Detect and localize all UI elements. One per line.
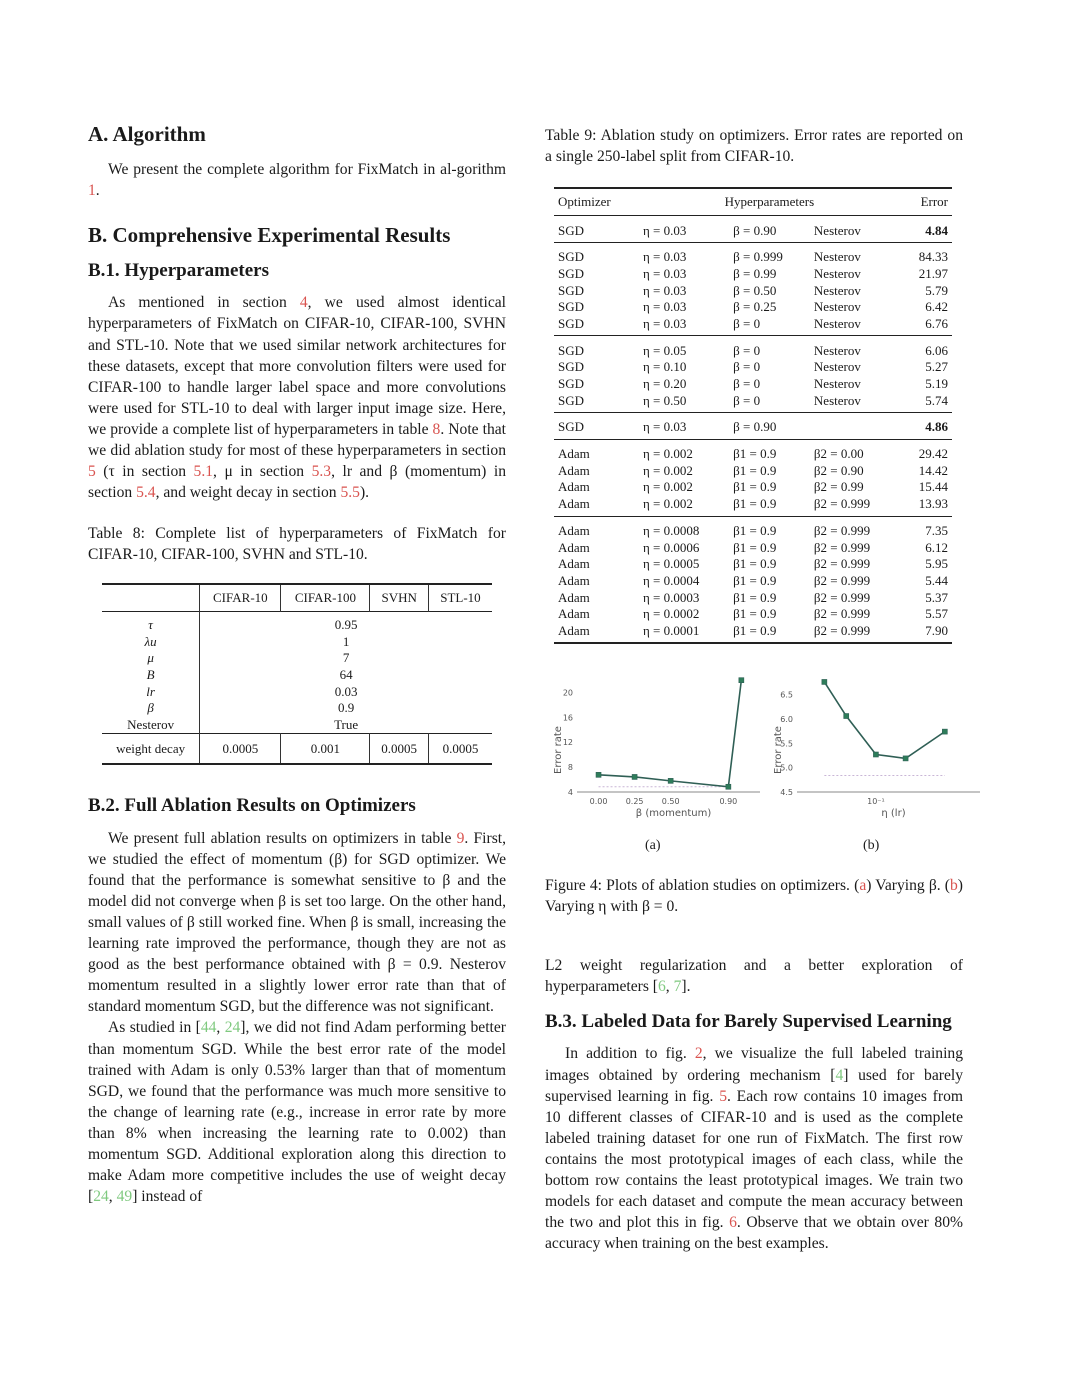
y-tick-label: 16 — [562, 713, 573, 723]
table9-row — [554, 573, 952, 590]
table9-row — [554, 216, 952, 243]
text-span: . First, we studied the effect of momentum (β) for SGD optimizer. We found that the performance is somewhat sensitive to β and the model did not converge when β is set too large. On the other hand, small values of β still worked fine. When β is small, increasing the learning rate improved the performance, though they are not as good as the best performance obtained with β = 0.9. Nesterov momentum resulted in a slightly lower error rate than that of standard momentum SGD, but the difference was not significant. — [88, 829, 506, 1016]
table9-cell-h2: β = 0.50 — [733, 282, 777, 298]
data-point — [873, 752, 878, 757]
text-span: (τ in section — [95, 463, 194, 481]
section-b1-text — [88, 292, 506, 503]
table9-cell-h2: β1 = 0.9 — [733, 572, 777, 588]
table9-cell-h2: β1 = 0.9 — [733, 479, 777, 495]
table9-cell-opt: Adam — [558, 556, 590, 572]
section-a-title: A. Algorithm — [88, 122, 206, 146]
table9-cell-opt: SGD — [558, 419, 585, 435]
table8-param: μ — [147, 650, 154, 666]
table9-cell-err: 14.42 — [918, 462, 948, 478]
table9-row — [554, 376, 952, 393]
table9-cell-h2: β1 = 0.9 — [733, 589, 777, 605]
table9-cell-err: 6.76 — [925, 315, 948, 331]
y-axis-label: Error rate — [553, 726, 564, 775]
table9-cell-h2: β1 = 0.9 — [733, 522, 777, 538]
table9-cell-err: 6.12 — [925, 539, 948, 555]
y-tick-label: 6.5 — [780, 690, 793, 700]
table9-cell-h1: η = 0.03 — [643, 419, 687, 435]
table9-cell-h3: β2 = 0.999 — [813, 606, 871, 622]
table8-header-cell: CIFAR-10 — [200, 584, 281, 612]
table9-cell-err: 29.42 — [918, 446, 948, 462]
table8-row — [102, 650, 492, 667]
citation-link[interactable]: 44 — [200, 1019, 217, 1037]
table8-row — [102, 683, 492, 700]
text-span: . Each row contains 10 images from 10 different classes of CIFAR-10 and is used as the complete labeled training dataset for one run of FixMatch. The first row contains the most prototypical images of each class, while the bottom row contains the least prototypical images. We train two models for each dataset and compute the mean accuracy between the two and plot this in fig. — [545, 1087, 963, 1232]
table9-cell-opt: SGD — [558, 249, 585, 265]
table8-row — [102, 700, 492, 717]
table9-cell-h2: β = 0.999 — [733, 249, 783, 265]
figure4-caption — [545, 875, 963, 917]
left-column — [88, 122, 506, 1207]
text-span: . Note that we did ablation study for most of these hyperparameters in section — [88, 420, 506, 460]
cross-reference-link[interactable]: 5.1 — [193, 463, 214, 481]
plot-a-momentum — [545, 670, 760, 838]
cross-reference-link[interactable]: 5.5 — [340, 484, 360, 502]
table9-cell-h2: β1 = 0.9 — [733, 496, 777, 512]
table9-cell-h1: η = 0.002 — [643, 462, 693, 478]
table9-cell-h2: β = 0 — [733, 342, 761, 358]
table9-cell-h3: Nesterov — [813, 299, 861, 315]
data-point — [739, 678, 744, 683]
y-tick-label: 4 — [567, 788, 573, 798]
series-line — [599, 680, 742, 787]
table8-value: 7 — [200, 650, 492, 667]
text-span: ) Varying η with β = 0. — [545, 877, 963, 916]
table9-cell-opt: Adam — [558, 622, 590, 638]
table9-cell-h3 — [810, 413, 900, 440]
y-tick-label: 5.0 — [780, 763, 793, 773]
algorithm-ref-link[interactable]: 1 — [88, 182, 96, 200]
table9-row — [554, 413, 952, 440]
text-span: As studied in [ — [108, 1019, 201, 1037]
table9-cell-h3: Nesterov — [813, 265, 861, 281]
table9-cell-err: 5.27 — [925, 359, 948, 375]
x-tick-label: 0.50 — [661, 797, 680, 807]
table9-row — [554, 589, 952, 606]
subfigure-label-a: (a) — [645, 838, 661, 854]
table9-cell-h3: β2 = 0.999 — [813, 556, 871, 572]
citation-link[interactable]: 7 — [673, 977, 682, 995]
table9-cell-err: 7.90 — [925, 622, 948, 638]
table9-cell-h3: Nesterov — [813, 359, 861, 375]
text-span: ]. — [681, 977, 691, 995]
cross-reference-link[interactable]: 5 — [719, 1087, 728, 1105]
table9-row — [554, 242, 952, 265]
table9-cell-h2: β = 0.90 — [733, 222, 777, 238]
cross-reference-link[interactable]: 9 — [456, 829, 465, 847]
text-span: , — [665, 977, 674, 995]
x-axis-label: η (lr) — [881, 808, 906, 820]
table9-cell-err: 84.33 — [918, 249, 948, 265]
table9-cell-h3: Nesterov — [813, 392, 861, 408]
table9-cell-h1: η = 0.002 — [643, 446, 693, 462]
data-point — [903, 756, 908, 761]
y-tick-label: 5.5 — [780, 739, 793, 749]
table9-cell-h3: Nesterov — [813, 376, 861, 392]
cross-reference-link[interactable]: 8 — [432, 420, 441, 438]
table9-header-hyperparameters: Hyperparameters — [724, 194, 815, 210]
x-tick-label: 0.25 — [625, 797, 644, 807]
data-point — [596, 773, 601, 778]
table9-cell-h1: η = 0.002 — [643, 479, 693, 495]
right-column — [545, 122, 963, 1254]
table9-cell-h1: η = 0.0005 — [643, 556, 700, 572]
plot-b-learning-rate — [765, 670, 980, 838]
table8-value: 0.9 — [200, 700, 492, 717]
table9-cell-h3: Nesterov — [813, 342, 861, 358]
table9-cell-h1: η = 0.0006 — [643, 539, 700, 555]
table9-cell-h2: β1 = 0.9 — [733, 622, 777, 638]
table8-caption: Table 8: Complete list of hyperparameters of FixMatch for CIFAR-10, CIFAR-100, SVHN and STL-10. — [88, 525, 506, 564]
subfigure-labels — [545, 838, 963, 862]
table9-row — [554, 316, 952, 336]
table9-cell-err: 7.35 — [925, 522, 948, 538]
table8-row-weight-decay: weight decay 0.0005 0.001 0.0005 0.0005 — [102, 734, 492, 764]
cross-reference-link[interactable]: 2 — [694, 1045, 703, 1063]
table9-cell-opt: SGD — [558, 299, 585, 315]
table9-row — [554, 496, 952, 516]
table9-cell-opt: Adam — [558, 522, 590, 538]
text-span: , — [216, 1019, 225, 1037]
text-span: As mentioned in section — [108, 294, 300, 312]
table9-cell-opt: SGD — [558, 359, 585, 375]
table9-cell-h2: β = 0 — [733, 376, 761, 392]
table9-cell-opt: SGD — [558, 315, 585, 331]
table9-cell-h2: β1 = 0.9 — [733, 606, 777, 622]
table9-cell-h1: η = 0.002 — [643, 496, 693, 512]
text-span: , μ in section — [213, 463, 312, 481]
table9-cell-h3: β2 = 0.999 — [813, 572, 871, 588]
citation-link[interactable]: 6 — [658, 977, 666, 995]
table9-cell-err: 21.97 — [918, 265, 948, 281]
series-line — [824, 682, 944, 758]
table9-cell-h3: Nesterov — [813, 282, 861, 298]
table8-header-cell: SVHN — [370, 584, 429, 612]
table9-cell-h2: β1 = 0.9 — [733, 462, 777, 478]
text-span: , we visualize the full labeled training images obtained by ordering mechanism [ — [545, 1045, 963, 1084]
y-tick-label: 12 — [562, 738, 573, 748]
y-tick-label: 20 — [562, 688, 573, 698]
y-tick-label: 8 — [567, 763, 573, 773]
cross-reference-link[interactable]: 6 — [729, 1214, 737, 1232]
citation-link[interactable]: 4 — [835, 1066, 844, 1084]
data-point — [942, 729, 947, 734]
table9-row — [554, 462, 952, 479]
table9-row — [554, 623, 952, 644]
cross-reference-link[interactable]: a — [859, 877, 867, 895]
table9-cell-h1: η = 0.0003 — [643, 589, 700, 605]
table9-cell-h1: η = 0.03 — [643, 265, 687, 281]
table9-cell-h3: Nesterov — [813, 315, 861, 331]
table9-cell-opt: SGD — [558, 222, 585, 238]
table9-cell-err: 5.44 — [925, 572, 948, 588]
table8-value: 0.95 — [200, 612, 492, 633]
table8-row — [102, 667, 492, 684]
table8-hyperparameters — [102, 583, 492, 764]
cross-reference-link[interactable]: b — [950, 877, 958, 895]
section-b3-title: B.3. Labeled Data for Barely Supervised Learning — [545, 1010, 952, 1032]
table8-row — [102, 633, 492, 650]
data-point — [822, 680, 827, 685]
table9-cell-h2: β = 0.90 — [733, 419, 777, 435]
table9-cell-err: 5.57 — [925, 606, 948, 622]
table9-cell-h1: η = 0.0008 — [643, 522, 700, 538]
table9-cell-err: 5.74 — [925, 392, 948, 408]
table9-optimizer-ablation — [554, 187, 952, 644]
table9-row — [554, 479, 952, 496]
data-point — [844, 714, 849, 719]
table9-cell-opt: SGD — [558, 392, 585, 408]
table8-param: τ — [148, 616, 153, 632]
table9-header-error: Error — [920, 194, 948, 210]
table9-caption: Table 9: Ablation study on optimizers. Error rates are reported on a single 250-label split from CIFAR-10. — [545, 127, 963, 166]
table9-cell-h3: β2 = 0.999 — [813, 539, 871, 555]
cross-reference-link[interactable]: 5 — [88, 463, 96, 481]
table8-header-cell: STL-10 — [428, 584, 492, 612]
section-b3-text — [545, 1043, 963, 1254]
table9-cell-opt: SGD — [558, 282, 585, 298]
table8-value: 1 — [200, 633, 492, 650]
table8-param: λu — [144, 633, 157, 649]
table9-cell-opt: SGD — [558, 376, 585, 392]
table9-row — [554, 266, 952, 283]
x-tick-label: 10⁻¹ — [867, 797, 885, 807]
table9-cell-h3: Nesterov — [813, 222, 861, 238]
data-point — [726, 785, 731, 790]
table9-cell-opt: SGD — [558, 265, 585, 281]
x-axis-label: β (momentum) — [635, 808, 712, 820]
table8-value: 64 — [200, 667, 492, 684]
figure4-plots — [545, 670, 963, 838]
citation-link[interactable]: 49 — [116, 1188, 133, 1206]
table9-row — [554, 299, 952, 316]
text-span: ). — [359, 484, 370, 502]
table8-header-cell — [102, 584, 200, 612]
table9-header-optimizer: Optimizer — [558, 194, 611, 210]
table8-param: B — [146, 666, 155, 682]
table9-cell-opt: Adam — [558, 572, 590, 588]
table9-cell-h3: β2 = 0.99 — [813, 479, 864, 495]
table9-cell-h1: η = 0.20 — [643, 376, 687, 392]
table9-cell-opt: Adam — [558, 462, 590, 478]
subfigure-label-b: (b) — [863, 838, 880, 854]
text-span: , lr and β (momentum) in section — [88, 463, 506, 502]
x-tick-label: 0.00 — [589, 797, 608, 807]
table9-cell-h2: β = 0 — [733, 359, 761, 375]
table8-param: Nesterov — [127, 716, 175, 732]
table9-cell-opt: Adam — [558, 479, 590, 495]
section-a-text: We present the complete algorithm for FixMatch in al-gorithm 1. — [88, 161, 506, 200]
text-span: , — [108, 1188, 117, 1206]
table9-row — [554, 516, 952, 539]
table9-cell-opt: Adam — [558, 446, 590, 462]
table9-cell-err: 5.37 — [925, 589, 948, 605]
table9-cell-h3: β2 = 0.90 — [813, 462, 864, 478]
table8-value: True — [200, 717, 492, 734]
cross-reference-link[interactable]: 5.3 — [311, 463, 332, 481]
data-point — [668, 779, 673, 784]
table9-cell-h3: Nesterov — [813, 249, 861, 265]
text-span: . Observe that we obtain over 80% accuracy when training on the best examples. — [545, 1214, 963, 1253]
table9-cell-h3: β2 = 0.00 — [813, 446, 864, 462]
section-b2-title: B.2. Full Ablation Results on Optimizers — [88, 794, 416, 816]
cross-reference-link[interactable]: 4 — [299, 294, 308, 312]
table9-row — [554, 556, 952, 573]
table9-cell-opt: Adam — [558, 606, 590, 622]
table9-cell-opt: Adam — [558, 589, 590, 605]
table9-cell-err: 4.86 — [925, 419, 948, 435]
text-span: L2 weight regularization and a better exploration of hyperparameters [ — [545, 956, 963, 995]
table9-cell-h2: β = 0.25 — [733, 299, 777, 315]
table9-row — [554, 392, 952, 412]
table9-cell-h1: η = 0.10 — [643, 359, 687, 375]
text-span: , we used almost identical hyperparameters of FixMatch on CIFAR-10, CIFAR-100, SVHN and STL-10. Note that we used similar network architectures for these datasets, except that more convolution filters were used for CIFAR-100 to handle larger label space and more convolutions were used for STL-10 to deal with larger input image size. Here, we provide a complete list of hyperparameters in table — [88, 294, 506, 438]
table9-row — [554, 282, 952, 299]
section-b1-title: B.1. Hyperparameters — [88, 259, 269, 281]
table9-cell-h1: η = 0.0004 — [643, 572, 700, 588]
table9-cell-h3: β2 = 0.999 — [813, 622, 871, 638]
table9-cell-err: 6.06 — [925, 342, 948, 358]
table8-header-cell: CIFAR-100 — [281, 584, 370, 612]
table9-row — [554, 439, 952, 462]
table9-cell-h2: β1 = 0.9 — [733, 446, 777, 462]
table9-cell-h1: η = 0.03 — [643, 299, 687, 315]
table9-cell-h2: β = 0.99 — [733, 265, 777, 281]
table9-cell-err: 5.95 — [925, 556, 948, 572]
text-span: ] instead of — [132, 1188, 203, 1206]
table8-row — [102, 612, 492, 633]
table9-cell-h1: η = 0.03 — [643, 282, 687, 298]
table9-cell-h3: β2 = 0.999 — [813, 496, 871, 512]
table9-cell-h1: η = 0.03 — [643, 315, 687, 331]
table9-cell-h1: η = 0.50 — [643, 392, 687, 408]
table9-cell-h3: β2 = 0.999 — [813, 522, 871, 538]
text-span: ] used for barely supervised learning in fig. — [545, 1066, 963, 1105]
table9-cell-h1: η = 0.03 — [643, 222, 687, 238]
table8-value: 0.03 — [200, 683, 492, 700]
section-b2-paragraph-2 — [88, 1017, 506, 1207]
table9-row — [554, 336, 952, 359]
text-span: Figure 4: Plots of ablation studies on optimizers. ( — [545, 877, 860, 895]
table9-cell-err: 15.44 — [918, 479, 948, 495]
table9-row — [554, 539, 952, 556]
table9-cell-opt: Adam — [558, 539, 590, 555]
table9-cell-err: 5.79 — [925, 282, 948, 298]
table9-cell-h1: η = 0.03 — [643, 249, 687, 265]
table9-cell-err: 13.93 — [918, 496, 948, 512]
y-tick-label: 4.5 — [780, 788, 793, 798]
table9-cell-opt: SGD — [558, 342, 585, 358]
y-axis-label: Error rate — [773, 726, 784, 775]
table9-cell-err: 6.42 — [925, 299, 948, 315]
table9-cell-err: 4.84 — [925, 222, 948, 238]
citation-link[interactable]: 24 — [224, 1019, 241, 1037]
text-span: In addition to fig. — [565, 1045, 695, 1063]
data-point — [632, 775, 637, 780]
table9-cell-h3: β2 = 0.999 — [813, 589, 871, 605]
text-span: , and weight decay in section — [155, 484, 341, 502]
text-span: ) Varying β. ( — [866, 877, 950, 895]
table9-cell-h2: β1 = 0.9 — [733, 556, 777, 572]
table9-cell-h2: β1 = 0.9 — [733, 539, 777, 555]
table8-row — [102, 717, 492, 734]
table9-cell-h2: β = 0 — [733, 392, 761, 408]
table9-cell-h2: β = 0 — [733, 315, 761, 331]
table8-param: lr — [146, 683, 155, 699]
citation-link[interactable]: 24 — [93, 1188, 109, 1206]
table9-cell-opt: Adam — [558, 496, 590, 512]
text-span: ], we did not find Adam performing better than momentum SGD. While the best error rate of the model trained with Adam is only 0.53% larger than that of momentum SGD, we found that the performance was much more sensitive to the change of learning rate (e.g., increase in error rate by more than 8% when increasing the learning rate to 0.002) than momentum SGD. Additional exploration along this direction to make Adam more competitive includes the use of weight decay [ — [88, 1019, 507, 1206]
table8-param: β — [147, 700, 154, 716]
x-tick-label: 0.90 — [719, 797, 738, 807]
section-b-title: B. Comprehensive Experimental Results — [88, 223, 451, 248]
table9-row — [554, 359, 952, 376]
table9-row — [554, 606, 952, 623]
table9-cell-err: 5.19 — [925, 376, 948, 392]
y-tick-label: 6.0 — [780, 715, 793, 725]
table9-cell-h1: η = 0.0001 — [643, 622, 700, 638]
table9-cell-h1: η = 0.0002 — [643, 606, 700, 622]
section-b2-paragraph-1 — [88, 828, 506, 1018]
section-b2-continued — [545, 955, 963, 997]
text-span: We present full ablation results on optimizers in table — [108, 829, 457, 847]
cross-reference-link[interactable]: 5.4 — [136, 484, 156, 502]
table9-cell-h1: η = 0.05 — [643, 342, 687, 358]
